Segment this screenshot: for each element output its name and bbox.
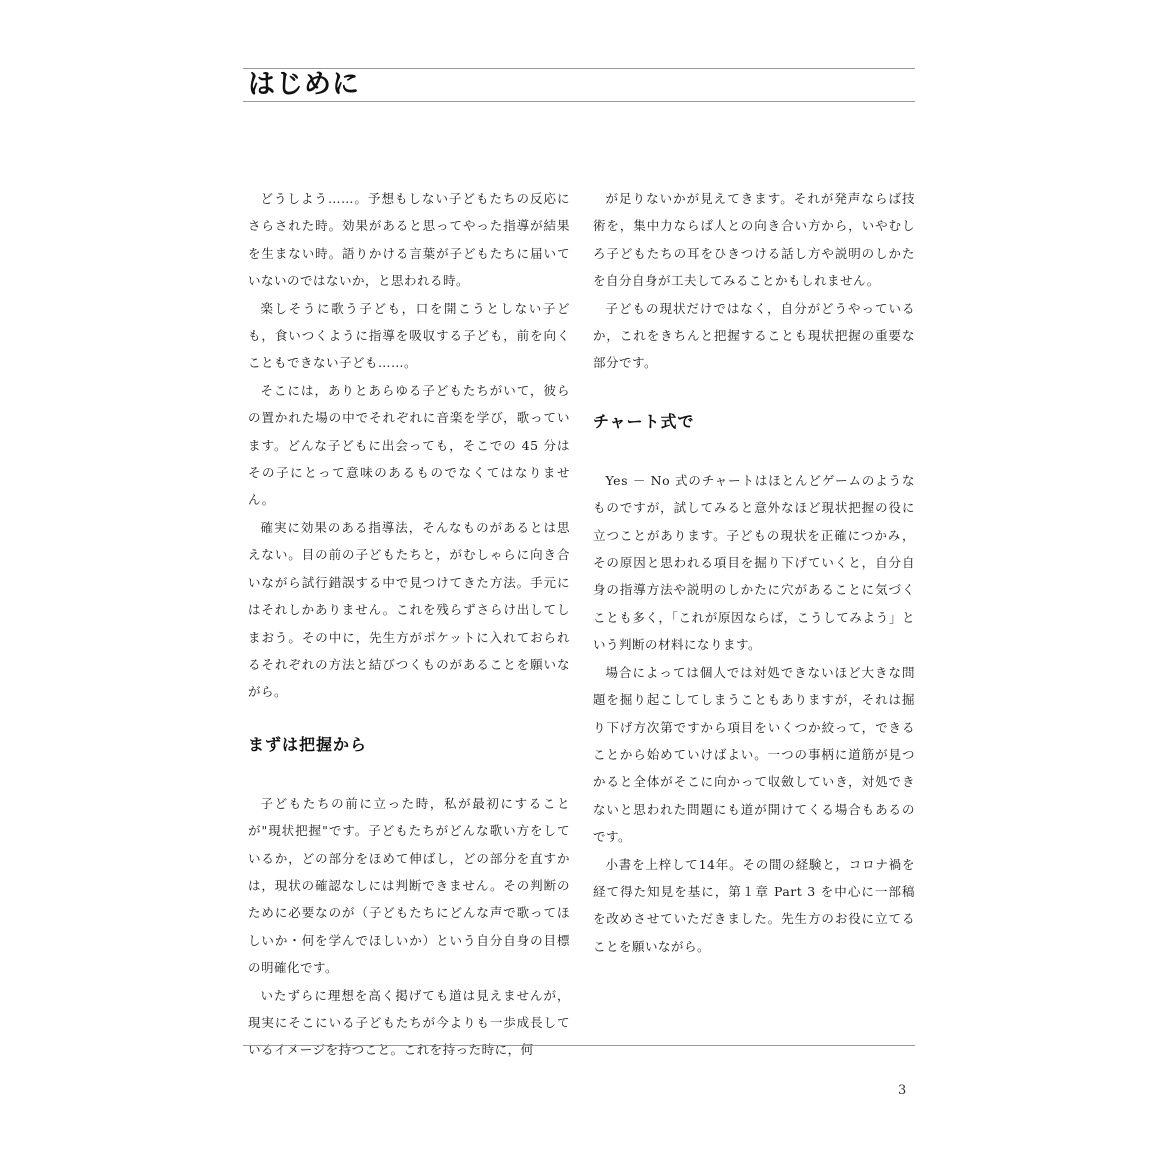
page-number: 3 bbox=[898, 1083, 907, 1098]
left-column bbox=[248, 185, 570, 1058]
body-paragraph: 確実に効果のある指導法，そんなものがあるとは思えない。目の前の子どもたちと，がむしゃらに向き合いながら試行錯誤する中で見つけてきた方法。手元にはそれしかありません。これを残らずさらけ出してしまおう。その中に，先生方がポケットに入れておられるそれぞれの方法と結びつくものがあることを願いながら。 bbox=[248, 519, 570, 700]
body-paragraph: Yes － No 式のチャートはほとんどゲームのようなものですが，試してみると意外なほど現状把握の役に立つことがあります。子どもの現状を正確につかみ，その原因と思われる項目を掘り下げていくと，自分自身の指導方法や説明のしかたに穴があることに気づくことも多く，「これが原因ならば，こうしてみよう」という判断の材料になります。 bbox=[593, 472, 915, 653]
section-heading-grasp: まずは把握から bbox=[248, 734, 368, 754]
body-paragraph: 子どもの現状だけではなく，自分がどうやっているか，これをきちんと把握することも現状把握の重要な部分です。 bbox=[593, 300, 915, 371]
body-paragraph: 小書を上梓して14年。その間の経験と，コロナ禍を経て得た知見を基に，第１章 Part 3 を中心に一部稿を改めさせていただきました。先生方のお役に立てることを願いながら。 bbox=[593, 856, 915, 954]
body-paragraph: どうしよう……。予想もしない子どもたちの反応にさらされた時。効果があると思ってやった指導が結果を生まない時。語りかける言葉が子どもたちに届いていないのではないか，と思われる時。 bbox=[248, 191, 570, 289]
section-heading-chart: チャート式で bbox=[593, 411, 695, 431]
title-underline-rule bbox=[243, 101, 915, 102]
right-column bbox=[593, 185, 915, 960]
body-paragraph: が足りないかが見えてきます。それが発声ならば技術を，集中力ならば人との向き合い方から，いやむしろ子どもたちの耳をひきつける話し方や説明のしかたを自分自身が工夫してみることかもしれません。 bbox=[593, 191, 915, 289]
body-paragraph: そこには，ありとあらゆる子どもたちがいて，彼らの置かれた場の中でそれぞれに音楽を学び，歌っています。どんな子どもに出会っても，そこでの 45 分はその子にとって意味のあるものでなくてはなりません。 bbox=[248, 382, 570, 508]
footer-rule bbox=[243, 1045, 915, 1046]
body-paragraph: 楽しそうに歌う子ども，口を開こうとしない子ども，食いつくように指導を吸収する子ども，前を向くこともできない子ども……。 bbox=[248, 300, 570, 371]
body-paragraph: 子どもたちの前に立った時，私が最初にすることが"現状把握"です。子どもたちがどんな歌い方をしているか，どの部分をほめて伸ばし，どの部分を直すかは，現状の確認なしには判断できません。その判断のために必要なのが（子どもたちにどんな声で歌ってほしいか・何を学んでほしいか）という自分自身の目標の明確化です。 bbox=[248, 795, 570, 976]
body-paragraph: 場合によっては個人では対処できないほど大きな問題を掘り起こしてしまうこともありますが，それは掘り下げ方次第ですから項目をいくつか絞って，できることから始めていけばよい。一つの事柄に道筋が見つかると全体がそこに向かって収斂していき，対処できないと思われた問題にも道が開けてくる場合もあるのです。 bbox=[593, 664, 915, 845]
page-title: はじめに bbox=[248, 69, 360, 100]
body-paragraph: いたずらに理想を高く掲げても道は見えませんが，現実にそこにいる子どもたちが今よりも一歩成長しているイメージを持つこと。これを持った時に，何 bbox=[248, 987, 570, 1058]
